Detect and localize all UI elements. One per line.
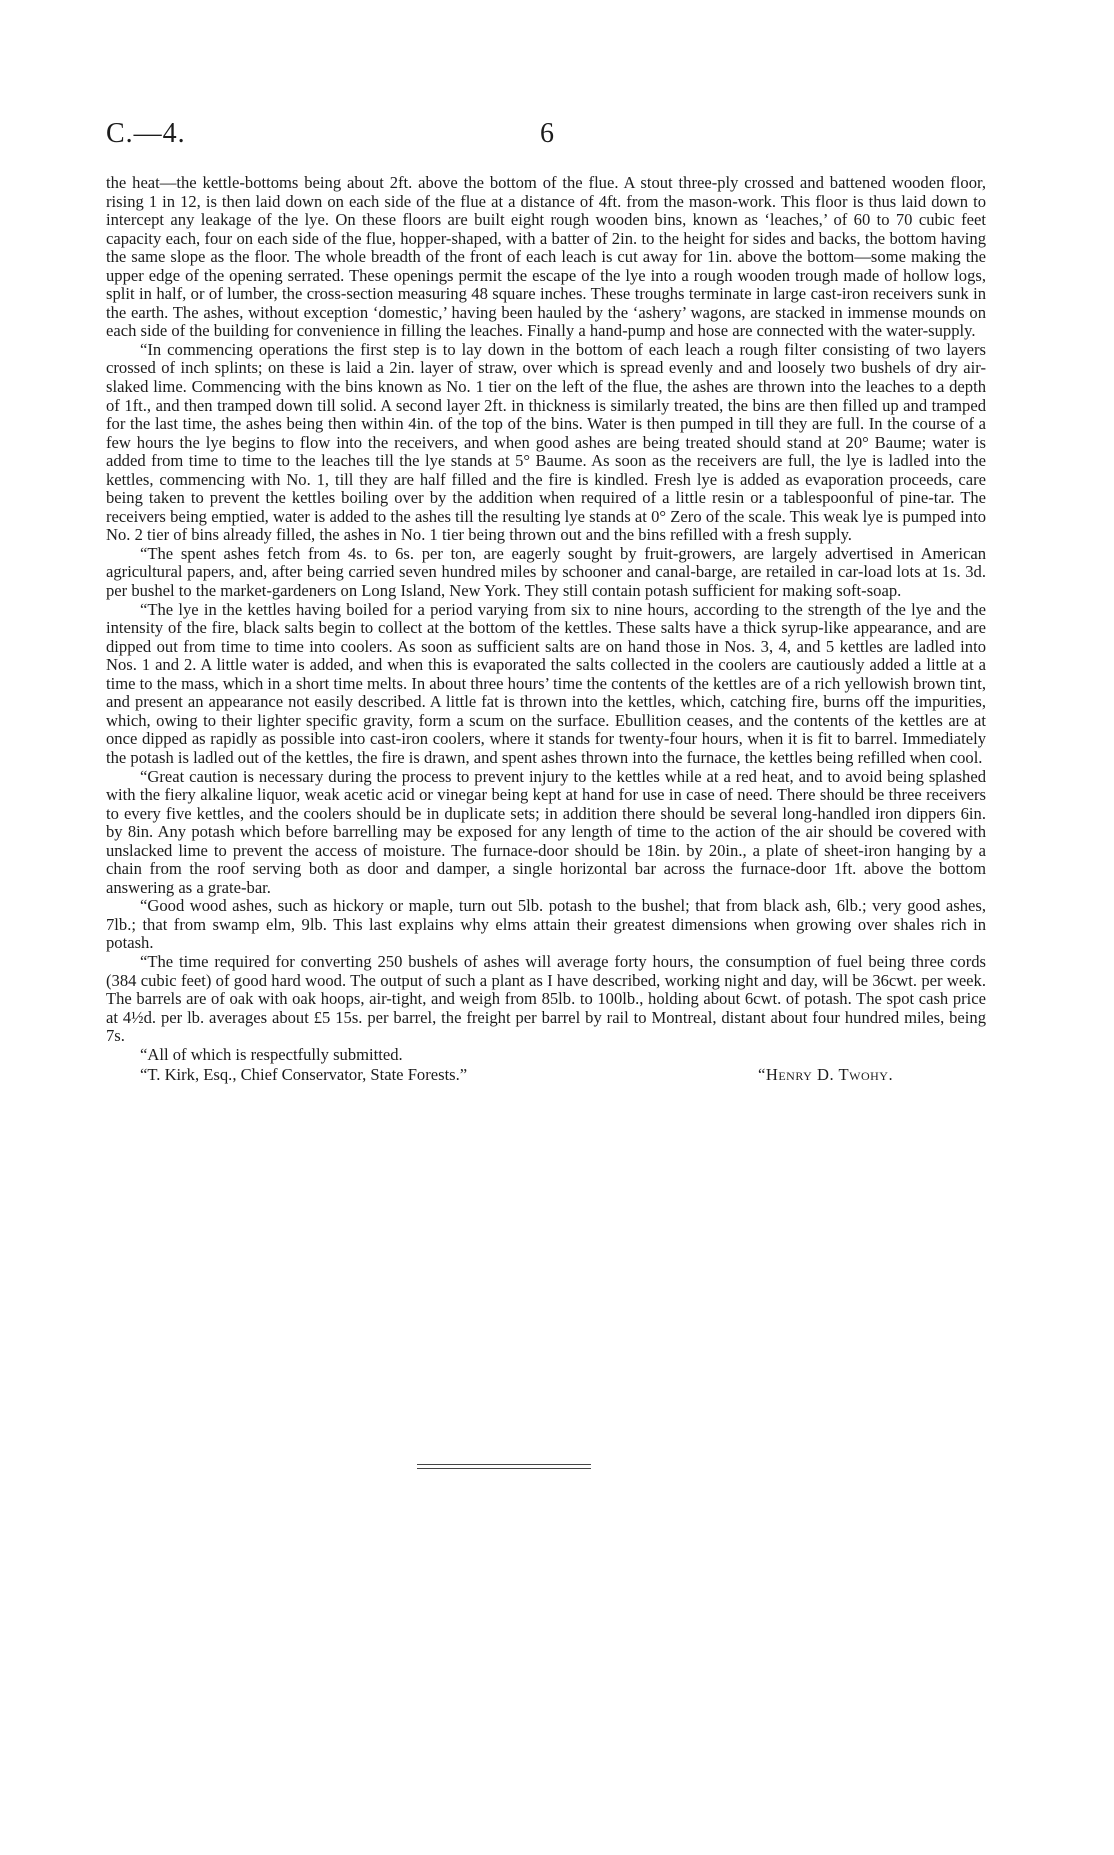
paragraph: “The lye in the kettles having boiled for a period varying from six to nine hours, according to the strength of the lye and the intensity of the fire, black salts begin to collect at the bottom of the kettles. These salts have a thick syrup-like appearance, and are dipped out from time to time into coolers. As soon as sufficient salts are on hand those in Nos. 3, 4, and 5 kettles are ladled into Nos. 1 and 2. A little water is added, and when this is evaporated the salts collected in the coolers are cautiously added a little at a time to the mass, which in a short time melts. In about three hours’ time the contents of the kettles are of a rich yellowish brown tint, and present an appearance not easily described. A little fat is thrown into the kettles, which, catching fire, burns off the impurities, which, owing to their lighter specific gravity, form a scum on the surface. Ebullition ceases, and the contents of the kettles are at once dipped as rapidly as possible into cast-iron coolers, where it stands for twenty-four hours, when it is fit to barrel. Immediately the potash is ladled out of the kettles, the fire is drawn, and spent ashes thrown into the furnace, the kettles being refilled when cool. <box>106 599 986 767</box>
paragraph: “In commencing operations the first step is to lay down in the bottom of each leach a rough filter consisting of two layers crossed of inch splints; on these is laid a 2in. layer of straw, over which is spread evenly and and loosely two bushels of dry air-slaked lime. Commencing with the bins known as No. 1 tier on the left of the flue, the ashes are thrown into the leaches to a depth of 1ft., and then tramped down till solid. A second layer 2ft. in thickness is similarly treated, the bins are then filled up and tramped for the last time, the ashes being then within 4in. of the top of the bins. Water is then pumped in till they are full. In the course of a few hours the lye begins to flow into the receivers, and when good ashes are being treated should stand at 20° Baume; water is added from time to time to the leaches till the lye stands at 5° Baume. As soon as the receivers are full, the lye is ladled into the kettles, commencing with No. 1, till they are half filled and the fire is kindled. Fresh lye is added as evaporation proceeds, care being taken to prevent the kettles boiling over by the addition when required of a little resin or a tablespoonful of pine-tar. The receivers being emptied, water is added to the ashes till the resulting lye stands at 0° Zero of the scale. This weak lye is pumped into No. 2 tier of bins already filled, the ashes in No. 1 tier being thrown out and the bins refilled with a fresh supply. <box>106 339 986 545</box>
signature: “Henry D. Twohy. <box>758 1065 894 1085</box>
section-divider <box>417 1464 591 1465</box>
signature-row <box>106 1066 986 1086</box>
document-body <box>106 174 986 1086</box>
section-divider <box>417 1468 591 1469</box>
paragraph: “The time required for converting 250 bushels of ashes will average forty hours, the consumption of fuel being three cords (384 cubic feet) of good hard wood. The output of such a plant as I have described, working night and day, will be 36cwt. per week. The barrels are of oak with oak hoops, air-tight, and weigh from 85lb. to 100lb., holding about 6cwt. of potash. The spot cash price at 4½d. per lb. averages about £5 15s. per barrel, the freight per barrel by rail to Montreal, distant about four hundred miles, being 7s. <box>106 951 986 1046</box>
paragraph: “Great caution is necessary during the process to prevent injury to the kettles while at a red heat, and to avoid being splashed with the fiery alkaline liquor, weak acetic acid or vinegar being kept at hand for use in case of need. There should be three receivers to every five kettles, and the coolers should be in duplicate sets; in addition there should be several long-handled iron dippers 6in. by 8in. Any potash which before barrelling may be exposed for any length of time to the action of the air should be covered with unslacked lime to prevent the access of moisture. The furnace-door should be 18in. by 20in., a plate of sheet-iron hanging by a chain from the roof serving both as door and damper, a single horizontal bar across the furnace-door 1ft. above the bottom answering as a grate-bar. <box>106 766 986 897</box>
addressee: “T. Kirk, Esq., Chief Conservator, State Forests.” <box>140 1065 468 1085</box>
page-number: 6 <box>540 118 554 149</box>
closing-line: “All of which is respectfully submitted. <box>140 1044 403 1064</box>
paragraph: the heat—the kettle-bottoms being about 2ft. above the bottom of the flue. A stout three-ply crossed and battened wooden floor, rising 1 in 12, is then laid down on each side of the flue at a distance of 4ft. from the mason-work. This floor is thus laid down to intercept any leakage of the lye. On these floors are built eight rough wooden bins, known as ‘leaches,’ of 60 to 70 cubic feet capacity each, four on each side of the flue, hopper-shaped, with a batter of 2in. to the height for sides and backs, the bottom having the same slope as the floor. The whole breadth of the front of each leach is cut away for 1in. above the bottom—some making the upper edge of the opening serrated. These openings permit the escape of the lye into a rough wooden trough made of hollow logs, split in half, or of lumber, the cross-section measuring 48 square inches. These troughs terminate in large cast-iron receivers sunk in the earth. The ashes, without exception ‘domestic,’ having been hauled by the ‘ashery’ wagons, are stacked in immense mounds on each side of the building for convenience in filling the leaches. Finally a hand-pump and hose are connected with the water-supply. <box>106 173 986 341</box>
document-reference: C.—4. <box>106 118 186 149</box>
paragraph: “Good wood ashes, such as hickory or maple, turn out 5lb. potash to the bushel; that from black ash, 6lb.; very good ashes, 7lb.; that from swamp elm, 9lb. This last explains why elms attain their greatest dimensions when growing over shales rich in potash. <box>106 896 986 953</box>
paragraph: “The spent ashes fetch from 4s. to 6s. per ton, are eagerly sought by fruit-growers, are largely advertised in American agricultural papers, and, after being carried seven hundred miles by schooner and canal-barge, are retailed in car-load lots at 1s. 3d. per bushel to the market-gardeners on Long Island, New York. They still contain potash sufficient for making soft-soap. <box>106 543 986 601</box>
page-header <box>106 118 986 158</box>
